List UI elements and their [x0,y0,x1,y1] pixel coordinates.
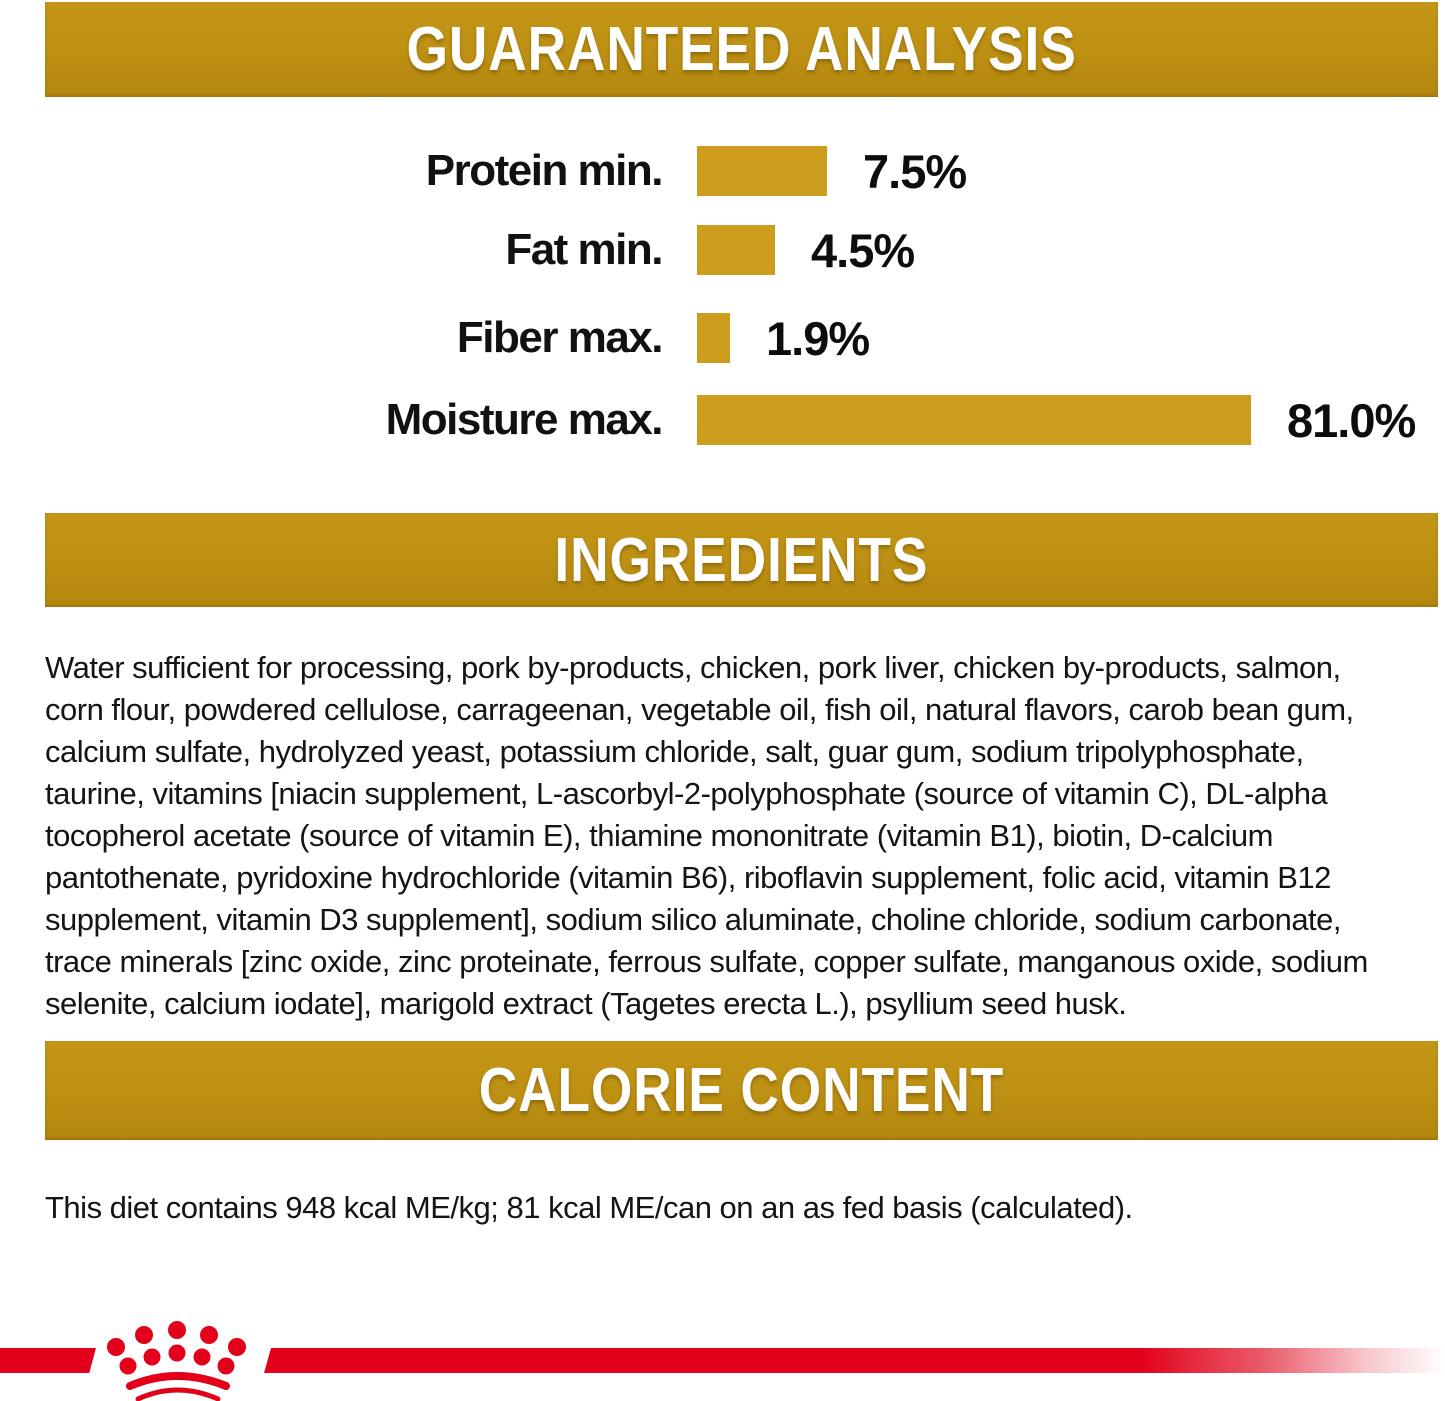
brand-stripe-right [264,1348,1445,1373]
analysis-label-moisture: Moisture max. [385,395,662,444]
analysis-value-moisture: 81.0% [1287,393,1416,447]
analysis-bar-protein [697,146,827,196]
ingredients-title: INGREDIENTS [554,525,929,595]
analysis-row-protein [0,146,1445,196]
calorie-content-band [45,1041,1438,1140]
guaranteed-analysis-title: GUARANTEED ANALYSIS [406,15,1077,84]
guaranteed-analysis-band [45,2,1438,97]
analysis-value-fiber: 1.9% [766,311,870,365]
analysis-bar-moisture [697,395,1251,445]
analysis-value-fat: 4.5% [811,223,915,277]
analysis-row-fat [0,225,1445,275]
analysis-bar-fat [697,225,775,275]
analysis-label-protein: Protein min. [425,146,662,195]
analysis-row-fiber [0,313,1445,363]
analysis-value-protein: 7.5% [863,144,967,198]
brand-stripe-left [0,1348,96,1373]
analysis-bar-fiber [697,313,730,363]
analysis-label-fat: Fat min. [505,225,662,274]
ingredients-band [45,513,1438,607]
analysis-label-fiber: Fiber max. [456,313,662,362]
ingredients-text: Water sufficient for processing, pork by-products, chicken, pork liver, chicken by-products, salmon, corn flour, powdered cellulose, carrageenan, vegetable oil, fish oil, natural flavors, carob bean gum, calcium sulfate, hydrolyzed yeast, potassium chloride, salt, guar gum, sodium tripolyphosphate, taurine, vitamins [niacin supplement, L-ascorbyl-2-polyphosphate (source of vitamin C), DL-alpha tocopherol acetate (source of vitamin E), thiamine mononitrate (vitamin B1), biotin, D-calcium pantothenate, pyridoxine hydrochloride (vitamin B6), riboflavin supplement, folic acid, vitamin B12 supplement, vitamin D3 supplement], sodium silico aluminate, choline chloride, sodium carbonate, trace minerals [zinc oxide, zinc proteinate, ferrous sulfate, copper sulfate, manganous oxide, sodium selenite, calcium iodate], marigold extract (Tagetes erecta L.), psyllium seed husk. [45,650,1368,1021]
royal-canin-crown-icon [92,1306,250,1401]
analysis-row-moisture [0,395,1445,445]
calorie-content-title: CALORIE CONTENT [478,1056,1005,1125]
calorie-content-text: This diet contains 948 kcal ME/kg; 81 kcal ME/can on an as fed basis (calculated). [45,1190,1133,1225]
